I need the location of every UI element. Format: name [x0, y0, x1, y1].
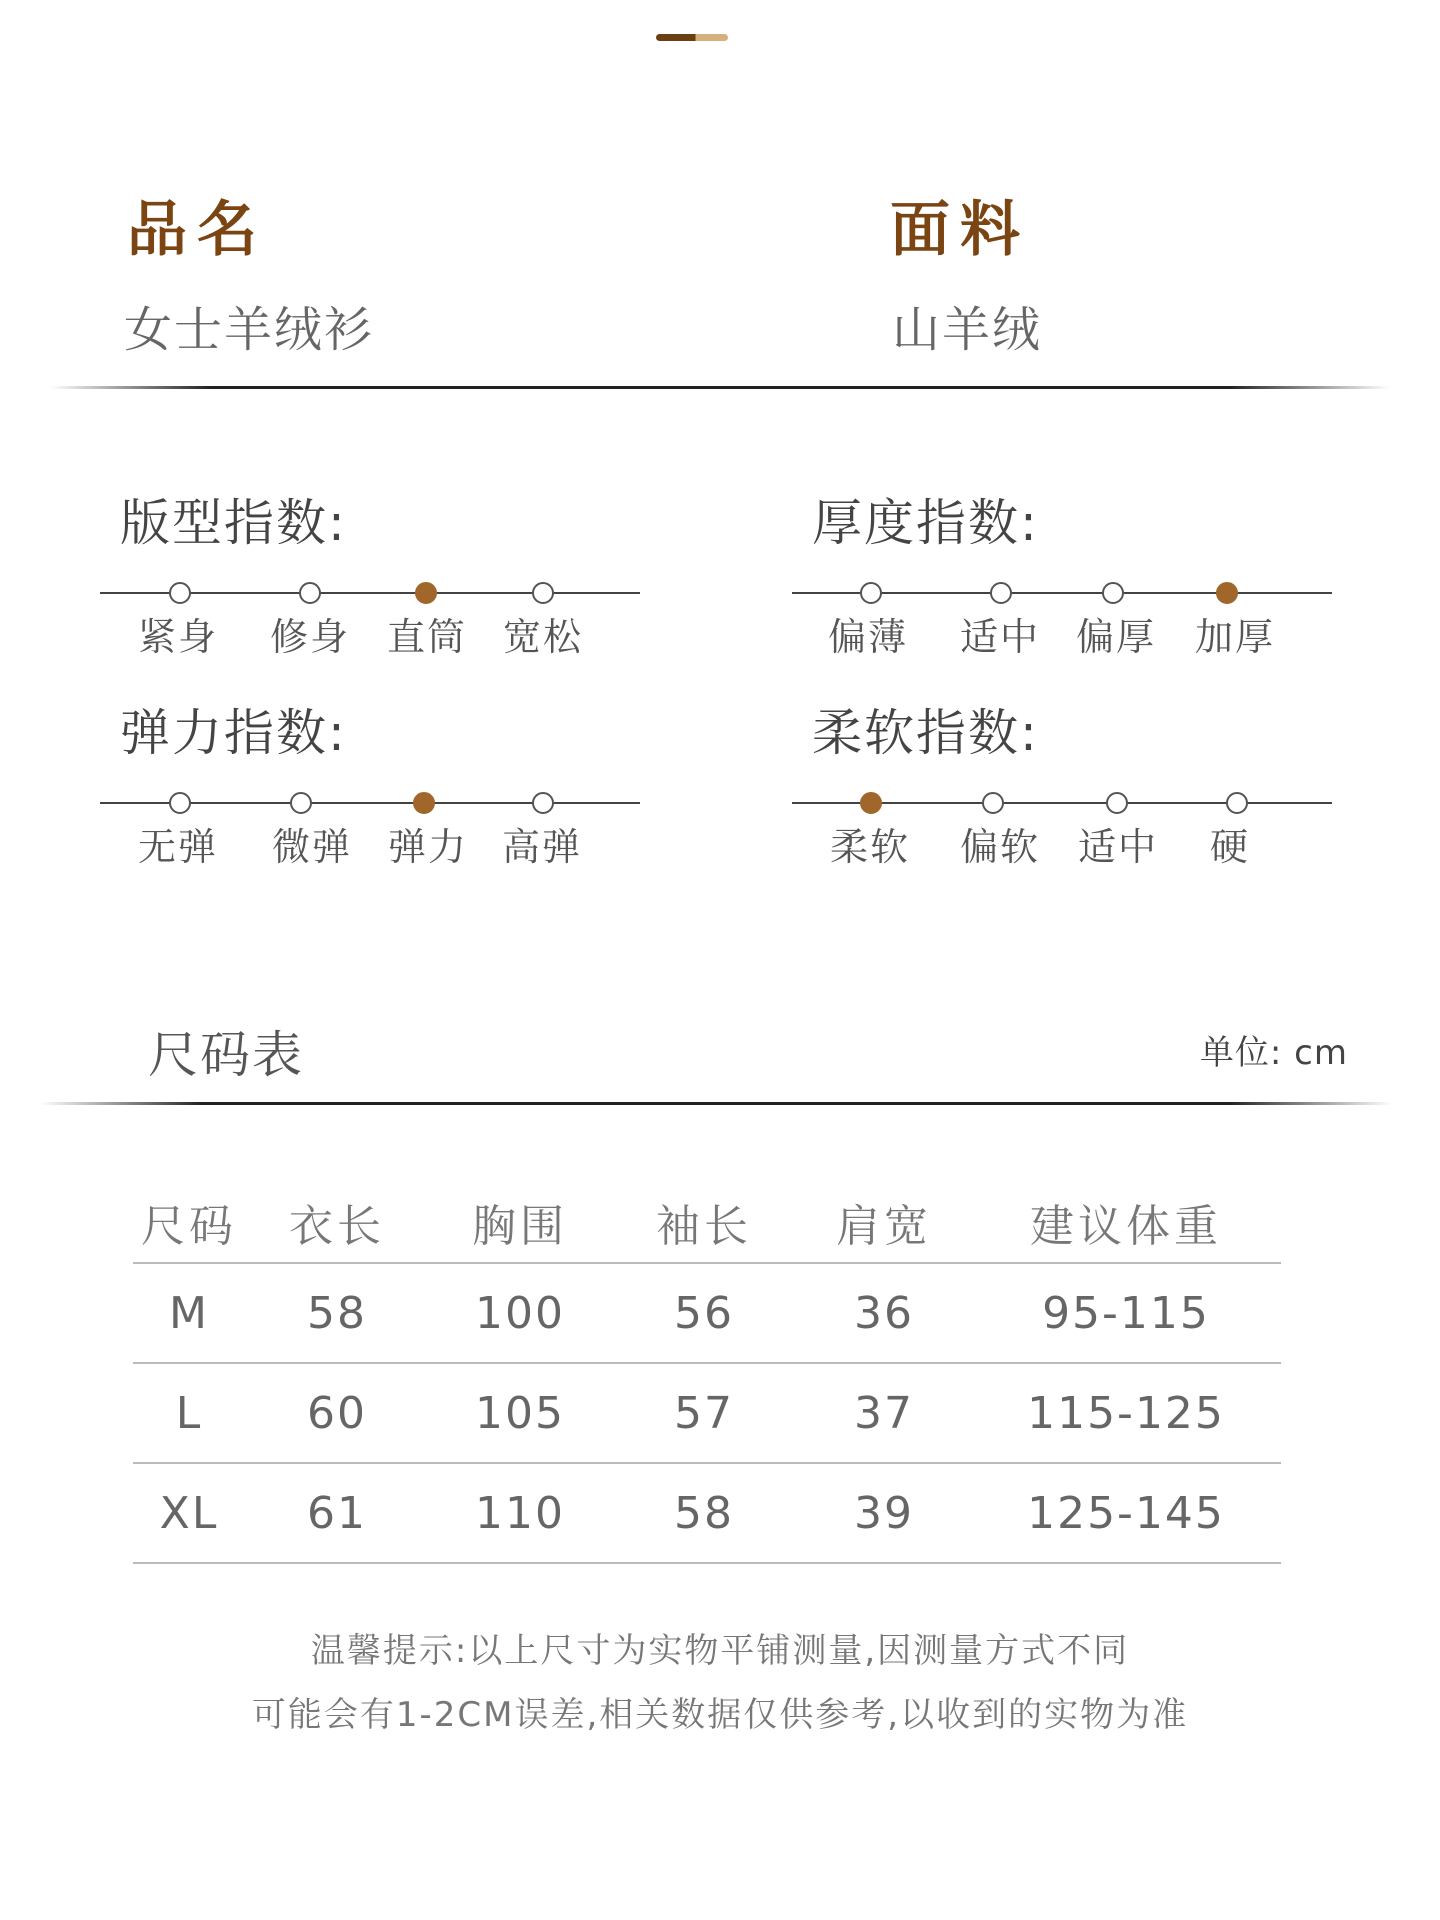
table-header-row — [133, 1182, 1281, 1263]
metric-dot-selected — [1216, 582, 1238, 604]
table-cell: XL — [133, 1463, 245, 1563]
metric-option: 偏软 — [959, 825, 1041, 869]
table-cell: 115-125 — [971, 1363, 1281, 1463]
table-cell: 36 — [797, 1263, 971, 1363]
size-chart-title: 尺码表 — [148, 1026, 304, 1084]
metric-option: 柔软 — [829, 825, 911, 869]
note-line-1: 温馨提示:以上尺寸为实物平铺测量,因测量方式不同 — [310, 1631, 1130, 1671]
table-header-cell: 尺码 — [133, 1182, 245, 1263]
table-cell: 125-145 — [971, 1463, 1281, 1563]
metric-dot-selected — [860, 792, 882, 814]
table-cell: 58 — [611, 1463, 797, 1563]
table-cell: 56 — [611, 1263, 797, 1363]
table-header-cell: 衣长 — [245, 1182, 429, 1263]
metric-option: 高弹 — [501, 825, 583, 869]
table-cell: M — [133, 1263, 245, 1363]
table-cell: 61 — [245, 1463, 429, 1563]
metric-option: 直筒 — [386, 615, 468, 659]
product-name-value: 女士羊绒衫 — [124, 302, 375, 358]
fabric-label: 面料 — [890, 195, 1030, 265]
metric-dot — [990, 582, 1012, 604]
size-chart-divider — [40, 1102, 1392, 1105]
table-cell: 95-115 — [971, 1263, 1281, 1363]
metric-dot — [860, 582, 882, 604]
metric-elasticity — [100, 704, 640, 908]
header-divider — [50, 386, 1390, 389]
metric-option: 硬 — [1209, 825, 1251, 869]
table-row — [133, 1463, 1281, 1563]
note-line-2: 可能会有1-2CM误差,相关数据仅供参考,以收到的实物为准 — [251, 1695, 1189, 1735]
metric-option: 适中 — [1077, 825, 1159, 869]
table-cell: 58 — [245, 1263, 429, 1363]
size-table — [133, 1182, 1281, 1564]
metric-dot — [169, 792, 191, 814]
metric-option: 偏厚 — [1075, 615, 1157, 659]
table-cell: 57 — [611, 1363, 797, 1463]
metric-thickness — [792, 494, 1332, 698]
metric-option: 宽松 — [502, 615, 584, 659]
metric-softness — [792, 704, 1332, 908]
metric-option: 无弹 — [137, 825, 219, 869]
product-name-label: 品名 — [127, 195, 267, 265]
metric-dot — [1226, 792, 1248, 814]
table-cell: 105 — [429, 1363, 611, 1463]
table-cell: 37 — [797, 1363, 971, 1463]
table-cell: L — [133, 1363, 245, 1463]
metric-dot — [982, 792, 1004, 814]
table-header-cell: 肩宽 — [797, 1182, 971, 1263]
metric-option: 修身 — [269, 615, 351, 659]
metric-dot — [290, 792, 312, 814]
metric-dot — [532, 792, 554, 814]
table-cell: 39 — [797, 1463, 971, 1563]
metric-title: 厚度指数: — [812, 494, 1039, 552]
metric-dot-selected — [413, 792, 435, 814]
metric-dot — [169, 582, 191, 604]
size-chart-unit: 单位: cm — [1199, 1033, 1348, 1073]
metric-dot-selected — [415, 582, 437, 604]
fabric-value: 山羊绒 — [892, 302, 1043, 358]
metric-option: 紧身 — [137, 615, 219, 659]
metric-option: 加厚 — [1194, 615, 1276, 659]
metric-dot — [532, 582, 554, 604]
table-cell: 60 — [245, 1363, 429, 1463]
table-row — [133, 1263, 1281, 1363]
metric-title: 柔软指数: — [812, 704, 1039, 762]
metric-title: 版型指数: — [120, 494, 347, 552]
table-header-cell: 建议体重 — [971, 1182, 1281, 1263]
metric-dot — [299, 582, 321, 604]
table-header-cell: 袖长 — [611, 1182, 797, 1263]
metric-option: 微弹 — [271, 825, 353, 869]
metric-dot — [1106, 792, 1128, 814]
table-cell: 100 — [429, 1263, 611, 1363]
metric-option: 偏薄 — [827, 615, 909, 659]
metric-option: 适中 — [959, 615, 1041, 659]
metric-title: 弹力指数: — [120, 704, 347, 762]
metric-option: 弹力 — [387, 825, 469, 869]
metric-dot — [1102, 582, 1124, 604]
top-decoration-bar — [656, 34, 728, 41]
table-row — [133, 1363, 1281, 1463]
table-header-cell: 胸围 — [429, 1182, 611, 1263]
table-cell: 110 — [429, 1463, 611, 1563]
metric-fit — [100, 494, 640, 698]
